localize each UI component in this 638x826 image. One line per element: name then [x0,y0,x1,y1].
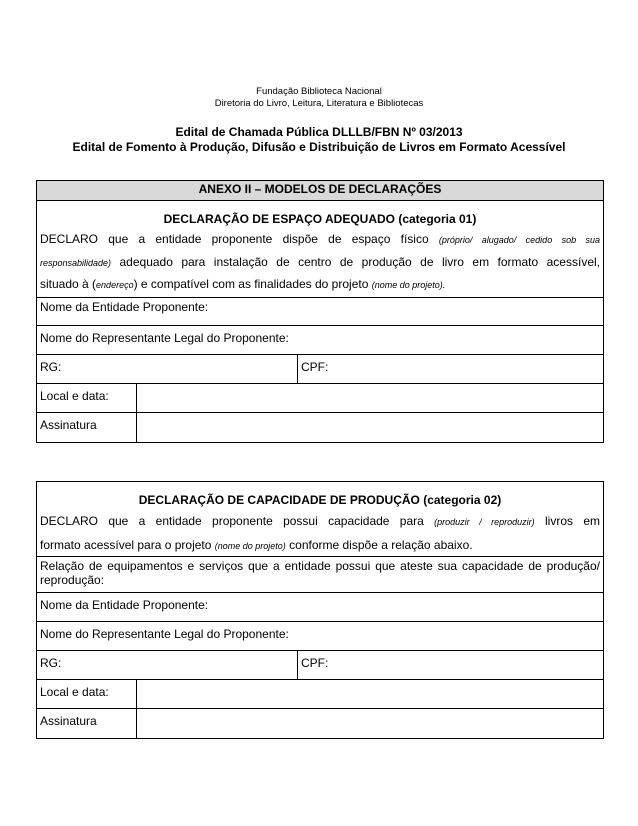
rg-field[interactable] [37,651,298,680]
cpf-field[interactable] [298,355,604,384]
declaration-space-title: DECLARAÇÃO DE ESPAÇO ADEQUADO (categoria 01) [163,212,477,226]
edital-title: Edital de Chamada Pública DLLLB/FBN Nº 03/2013 [175,125,463,139]
equipment-list-label: Relação de equipamentos e serviços que a entidade possui que ateste sua capacidade de produção/ reprodução: [40,559,600,587]
representative-name-field[interactable] [37,326,604,355]
representative-name-label: Nome do Representante Legal do Proponente: [40,331,289,345]
declaration-capacity-form [36,481,604,739]
rg-field[interactable] [37,355,298,384]
entity-name-field[interactable] [37,593,604,622]
rg-label: RG: [40,360,62,374]
representative-name-label: Nome do Representante Legal do Proponente: [40,627,289,641]
rg-label: RG: [40,656,62,670]
equipment-list-field[interactable] [37,557,604,593]
entity-name-label: Nome da Entidade Proponente: [40,598,209,612]
entity-name-field[interactable] [37,298,604,326]
declaration-space-line2: responsabilidade) adequado para instalação de centro de produção de livro em formato acessível, [40,255,600,269]
cpf-label: CPF: [301,360,329,374]
place-date-field[interactable] [137,680,604,709]
cpf-label: CPF: [301,656,329,670]
annex-title: ANEXO II – MODELOS DE DECLARAÇÕES [37,181,604,201]
signature-field[interactable] [137,709,604,739]
entity-name-label: Nome da Entidade Proponente: [40,300,209,314]
declaration-capacity-title: DECLARAÇÃO DE CAPACIDADE DE PRODUÇÃO (categoria 02) [138,493,502,507]
declaration-capacity-line1: DECLARO que a entidade proponente possui capacidade para (produzir / reproduzir) livros em [40,514,600,528]
place-date-label: Local e data: [37,680,137,709]
declaration-capacity-line2: formato acessível para o projeto (nome do projeto) conforme dispõe a relação abaixo. [40,538,473,552]
declaration-space-form [36,180,604,443]
cpf-field[interactable] [298,651,604,680]
place-date-field[interactable] [137,384,604,413]
directorate-name: Diretoria do Livro, Leitura, Literatura e Bibliotecas [214,98,424,109]
declaration-space-line1: DECLARO que a entidade proponente dispõe de espaço físico (próprio/ alugado/ cedido sob sua [40,232,600,246]
edital-subtitle: Edital de Fomento à Produção, Difusão e Distribuição de Livros em Formato Acessível [72,140,566,154]
signature-field[interactable] [137,413,604,443]
institution-name: Fundação Biblioteca Nacional [256,86,382,97]
declaration-space-line3: situado à (endereço) e compatível com as finalidades do projeto (nome do projeto). [40,277,446,291]
signature-label: Assinatura [37,709,137,739]
place-date-label: Local e data: [37,384,137,413]
representative-name-field[interactable] [37,622,604,651]
signature-label: Assinatura [37,413,137,443]
